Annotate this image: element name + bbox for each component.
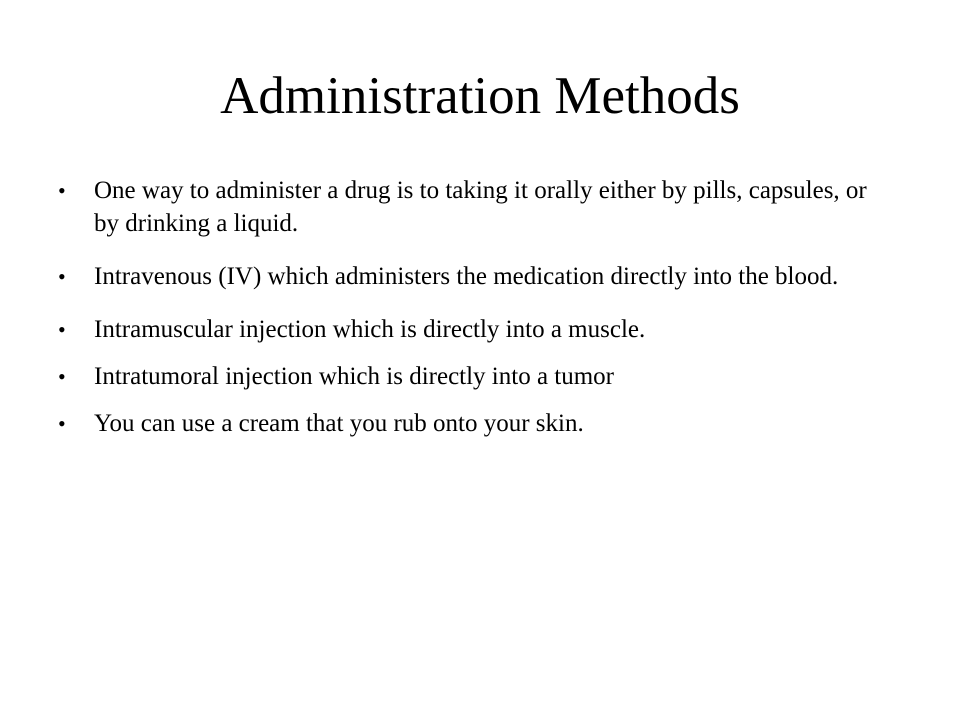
bullet-item-oral: [58, 174, 878, 240]
bullet-icon: •: [58, 264, 66, 289]
bullet-text: Intramuscular injection which is directly into a muscle.: [94, 316, 646, 343]
bullet-item-intratumoral: [58, 360, 878, 393]
slide-title: Administration Methods: [220, 67, 740, 125]
bullet-item-intramuscular: [58, 313, 878, 346]
bullet-text: You can use a cream that you rub onto your skin.: [94, 410, 584, 437]
bullet-text: Intravenous (IV) which administers the medication directly into the blood.: [94, 263, 839, 290]
bullet-text: One way to administer a drug is to taking it orally either by pills, capsules, or by drinking a liquid.: [94, 177, 867, 237]
bullet-item-intravenous: [58, 260, 878, 293]
bullet-list: [58, 174, 878, 454]
bullet-icon: •: [58, 411, 66, 436]
bullet-text: Intratumoral injection which is directly into a tumor: [94, 363, 615, 390]
bullet-item-topical: [58, 407, 878, 440]
bullet-icon: •: [58, 364, 66, 389]
bullet-icon: •: [58, 317, 66, 342]
bullet-icon: •: [58, 178, 66, 203]
